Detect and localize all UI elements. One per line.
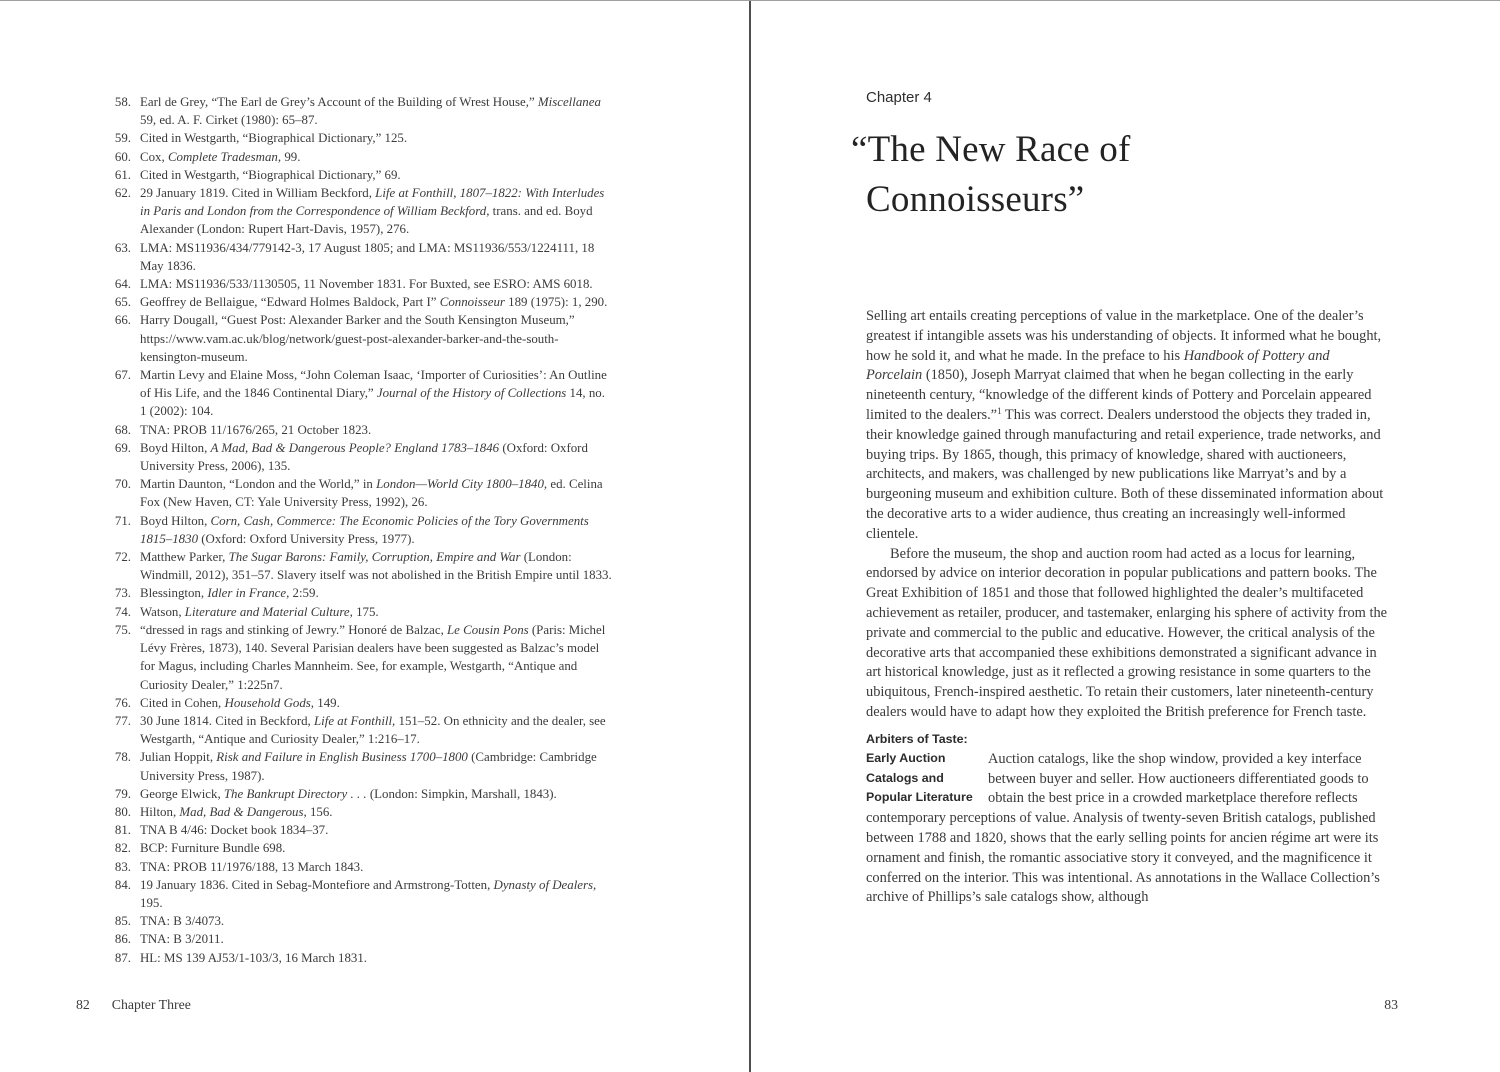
note-number: 75. <box>114 622 131 637</box>
text-run: Cited in Cohen, <box>140 695 225 710</box>
text-run: (London: Simpkin, Marshall, 1843). <box>366 786 557 801</box>
text-run: (Cambridge: Cambridge University Press, 1987). <box>140 750 597 783</box>
text-run: Julian Hoppit, <box>140 750 217 765</box>
note-number: 66. <box>114 313 131 328</box>
note-text <box>140 148 614 166</box>
text-run: Watson, <box>140 604 185 619</box>
section-heading <box>866 730 988 808</box>
note-text <box>140 439 614 475</box>
note-item <box>104 912 614 930</box>
text-run: Martin Daunton, “London and the World,” in <box>140 477 377 492</box>
text-run: 14, no. 1 (2002): 104. <box>140 386 605 419</box>
note-number: 79. <box>114 786 131 801</box>
text-run: TNA: B 3/4073. <box>140 914 225 929</box>
text-run: Before the museum, the shop and auction room had acted as a locus for learning, endorsed by advice on interior decoration in popular publications and pattern books. The Great Exhibition of 1851 and those that followed highlighted the dealer’s multifaceted achievement as retailer, producer, and tastemaker, enlarging his sphere of activity from the private and commercial to the public and educative. However, the critical analysis of the decorative arts that accompanied these exhibitions demonstrated a significant advance in art historical knowledge, just as it reflected a growing resistance in some quarters to the ubiquitous, French-inspired aesthetic. To retain their customers, later nineteenth-century dealers would have to adapt how they exploited the British preference for French taste. <box>866 545 1388 720</box>
note-item <box>104 366 614 421</box>
note-text <box>140 293 614 311</box>
note-text <box>140 275 614 293</box>
text-run: trans. and ed. Boyd Alexander (London: Rupert Hart-Davis, 1957), 276. <box>140 204 593 237</box>
note-text <box>140 184 614 239</box>
left-page <box>0 1 749 1072</box>
text-run: LMA: MS11936/434/779142-3, 17 August 1805; and LMA: MS11936/553/1224111, 18 May 1836. <box>140 240 595 273</box>
text-run: (London: Windmill, 2012), 351–57. Slavery itself was not abolished in the British Empire until 1833. <box>140 550 612 583</box>
running-head: Chapter Three <box>111 997 191 1012</box>
text-run: Cited in Westgarth, “Biographical Dictionary,” 125. <box>140 131 408 146</box>
note-text <box>140 93 614 129</box>
endnotes-list <box>104 93 614 967</box>
chapter-title <box>851 125 1131 225</box>
body-paragraph <box>866 545 1388 723</box>
note-text <box>140 785 614 803</box>
section-heading-line-2: Early Auction <box>866 751 946 766</box>
note-number: 65. <box>114 295 131 310</box>
text-run: Cox, <box>140 149 168 164</box>
note-number: 81. <box>114 823 131 838</box>
text-run: 59, ed. A. F. Cirket (1980): 65–87. <box>140 113 318 128</box>
note-item <box>104 748 614 784</box>
note-item <box>104 184 614 239</box>
note-text <box>140 166 614 184</box>
note-number: 58. <box>114 95 131 109</box>
note-text <box>140 821 614 839</box>
note-text <box>140 311 614 366</box>
note-number: 63. <box>114 240 131 255</box>
note-number: 74. <box>114 604 131 619</box>
note-number: 61. <box>114 167 131 182</box>
text-run: “dressed in rags and stinking of Jewry.” Honoré de Balzac, <box>140 622 448 637</box>
note-number: 82. <box>114 841 131 856</box>
note-item <box>104 821 614 839</box>
note-text <box>140 803 614 821</box>
note-number: 77. <box>114 713 131 728</box>
italic-text: Handbook of Pottery and Porcelain <box>866 347 1330 384</box>
catalog-section <box>866 731 1388 908</box>
note-number: 64. <box>114 277 131 292</box>
note-number: 83. <box>114 859 131 874</box>
italic-text: Mad, Bad & Dangerous, <box>179 804 307 819</box>
note-item <box>104 930 614 948</box>
note-item <box>104 275 614 293</box>
note-text <box>140 694 614 712</box>
text-run: 149. <box>314 695 340 710</box>
note-text <box>140 548 614 584</box>
note-text <box>140 475 614 511</box>
note-number: 73. <box>114 586 131 601</box>
note-text <box>140 930 614 948</box>
chapter-title-line-2: Connoisseurs” <box>866 179 1085 220</box>
text-run: (1850), Joseph Marryat claimed that when he began collecting in the early nineteenth century, “knowledge of the different kinds of Pottery and Porcelain appeared limited to the dealers.” <box>866 367 1372 423</box>
section-heading-line-3: Catalogs and <box>866 770 944 785</box>
italic-text: Literature and Material Culture, <box>184 604 353 619</box>
text-run: 30 June 1814. Cited in Beckford, <box>140 713 314 728</box>
note-text <box>140 912 614 930</box>
text-run: Auction catalogs, like the shop window, provided a key interface between buyer and seller. How auctioneers differentiated goods to obtain the best price in a crowded marketplace therefore reflects contemporary perceptions of value. Analysis of twenty-seven British catalogs, published between 1788 and 1820, shows that the early selling points for ancien régime art were its ornament and finish, the romantic associative story it conveyed, and the magnificence it conferred on the interior. This was intentional. As annotations in the Wallace Collection’s archive of Phillips’s sale catalogs show, although <box>866 750 1380 906</box>
text-run: TNA: PROB 11/1676/265, 21 October 1823. <box>140 422 372 437</box>
note-number: 71. <box>114 513 131 528</box>
note-text <box>140 584 614 602</box>
body-paragraph <box>866 307 1388 545</box>
note-item <box>104 876 614 912</box>
text-run: LMA: MS11936/533/1130505, 11 November 1831. For Buxted, see ESRO: AMS 6018. <box>140 277 593 292</box>
text-run: Selling art entails creating perceptions of value in the marketplace. One of the dealer’s greatest if intangible assets was his understanding of objects. It informed what he bought, how he sold it, and what he made. In the preface to his <box>866 308 1382 364</box>
section-heading-line-4: Popular Literature <box>866 790 973 805</box>
italic-text: Life at Fonthill, <box>314 713 396 728</box>
text-run: TNA B 4/46: Docket book 1834–37. <box>140 823 329 838</box>
text-run: 19 January 1836. Cited in Sebag-Montefiore and Armstrong-Totten, <box>140 877 494 892</box>
italic-text: Life at Fonthill, 1807–1822: With Interludes in Paris and London from the Correspondence of William Beckford, <box>140 186 605 219</box>
note-number: 59. <box>114 131 131 146</box>
italic-text: Household Gods, <box>224 695 315 710</box>
right-page <box>751 1 1500 1072</box>
note-text <box>140 129 614 147</box>
note-number: 67. <box>114 368 131 383</box>
text-run: (Oxford: Oxford University Press, 2006), 135. <box>140 440 588 474</box>
note-item <box>104 603 614 621</box>
note-number: 87. <box>114 950 131 965</box>
note-item <box>104 129 614 147</box>
note-item <box>104 839 614 857</box>
note-text <box>140 839 614 857</box>
note-number: 69. <box>114 440 131 455</box>
text-run: Martin Levy and Elaine Moss, “John Coleman Isaac, ‘Importer of Curiosities’: An Outline of His Life, and the 1846 Continental Diary,” <box>140 368 607 401</box>
text-run: 175. <box>352 604 379 619</box>
text-run: HL: MS 139 AJ53/1-103/3, 16 March 1831. <box>140 950 368 965</box>
note-item <box>104 785 614 803</box>
text-run: TNA: PROB 11/1976/188, 13 March 1843. <box>140 859 364 874</box>
italic-text: Idler in France, <box>207 586 290 601</box>
text-run: 151–52. On ethnicity and the dealer, see Westgarth, “Antique and Curiosity Dealer,” 1:216–17. <box>140 713 606 747</box>
left-folio: 82 <box>76 997 90 1012</box>
note-item <box>104 239 614 275</box>
note-text <box>140 603 614 621</box>
note-number: 76. <box>114 695 131 710</box>
note-item <box>104 93 614 129</box>
right-folio: 83 <box>1384 997 1398 1012</box>
text-run: Cited in Westgarth, “Biographical Dictionary,” 69. <box>140 167 401 182</box>
italic-text: Complete Tradesman, <box>167 149 282 164</box>
text-run: This was correct. Dealers understood the objects they traded in, their knowledge gained through manufacturing and retail experience, trade networks, and buying trips. By 1865, though, this primacy of knowledge, shared with auctioneers, architects, and makers, was challenged by new publications like Marryat’s and by a burgeoning museum and exhibition culture. Both of these disseminated information about the decorative arts to a wider audience, thus creating an increasingly well-informed clientele. <box>866 406 1384 542</box>
note-text <box>140 621 614 694</box>
text-run: 2:59. <box>289 586 319 601</box>
text-run: Earl de Grey, “The Earl de Grey’s Account of the Building of Wrest House,” <box>140 95 538 109</box>
chapter-label: Chapter 4 <box>866 89 932 106</box>
note-text <box>140 239 614 275</box>
note-number: 78. <box>114 750 131 765</box>
note-number: 70. <box>114 477 131 492</box>
note-text <box>140 949 614 967</box>
section-heading-line-1: Arbiters of Taste: <box>866 731 968 746</box>
text-run: Geoffrey de Bellaigue, “Edward Holmes Baldock, Part I” <box>140 295 440 310</box>
note-item <box>104 148 614 166</box>
text-run: BCP: Furniture Bundle 698. <box>140 841 286 856</box>
text-run: Matthew Parker, <box>140 550 229 565</box>
note-item <box>104 421 614 439</box>
note-number: 62. <box>114 186 131 201</box>
text-run: (Oxford: Oxford University Press, 1977). <box>198 531 415 546</box>
note-item <box>104 803 614 821</box>
note-item <box>104 166 614 184</box>
text-run: Boyd Hilton, <box>140 440 211 455</box>
note-item <box>104 694 614 712</box>
note-number: 85. <box>114 914 131 929</box>
note-text <box>140 858 614 876</box>
text-run: 99. <box>281 149 301 164</box>
text-run: 195. <box>140 895 163 910</box>
italic-text: A Mad, Bad & Dangerous People? England 1783–1846 <box>210 440 500 455</box>
note-item <box>104 311 614 366</box>
text-run: (Paris: Michel Lévy Frères, 1873), 140. Several Parisian dealers have been suggested as Balzac’s model for Magus, including Charles Mannheim. See, for example, Westgarth, “Antique and Curiosity Dealer,” 1:225n7. <box>140 622 606 692</box>
note-item <box>104 712 614 748</box>
text-run: ed. Celina Fox (New Haven, CT: Yale University Press, 1992), 26. <box>140 477 603 510</box>
note-item <box>104 439 614 475</box>
italic-text: Journal of the History of Collections <box>376 386 567 401</box>
note-text <box>140 421 614 439</box>
italic-text: The Bankrupt Directory . . . <box>223 786 367 801</box>
text-run: 189 (1975): 1, 290. <box>504 295 608 310</box>
note-item <box>104 621 614 694</box>
note-number: 80. <box>114 804 131 819</box>
left-footer <box>76 997 191 1013</box>
italic-text: Connoisseur <box>439 295 505 310</box>
note-item <box>104 475 614 511</box>
text-run: George Elwick, <box>140 786 224 801</box>
chapter-body <box>866 307 1388 908</box>
text-run: Hilton, <box>140 804 180 819</box>
note-item <box>104 584 614 602</box>
note-text <box>140 712 614 748</box>
text-run: Blessington, <box>140 586 208 601</box>
note-number: 84. <box>114 877 131 892</box>
text-run: TNA: B 3/2011. <box>140 932 224 947</box>
text-run: Harry Dougall, “Guest Post: Alexander Barker and the South Kensington Museum,” https://www.vam.ac.uk/blog/network/guest-post-alexander-barker-and-the-south-kensington-museum. <box>140 313 575 364</box>
note-item <box>104 293 614 311</box>
note-number: 72. <box>114 550 131 565</box>
chapter-title-line-1: “The New Race of <box>851 129 1131 170</box>
italic-text: The Sugar Barons: Family, Corruption, Empire and War <box>228 550 521 565</box>
footnote-marker: 1 <box>997 405 1002 416</box>
text-run: 29 January 1819. Cited in William Beckford, <box>140 186 376 201</box>
note-item <box>104 548 614 584</box>
note-item <box>104 512 614 548</box>
note-text <box>140 366 614 421</box>
note-text <box>140 876 614 912</box>
note-item <box>104 858 614 876</box>
italic-text: Le Cousin Pons <box>447 622 529 637</box>
italic-text: London—World City 1800–1840, <box>376 477 548 492</box>
italic-text: Dynasty of Dealers, <box>493 877 597 892</box>
note-text <box>140 748 614 784</box>
note-number: 60. <box>114 149 131 164</box>
italic-text: Risk and Failure in English Business 1700–1800 <box>216 750 468 765</box>
note-text <box>140 512 614 548</box>
note-item <box>104 949 614 967</box>
text-run: 156. <box>306 804 333 819</box>
italic-text: Miscellanea <box>537 95 601 109</box>
note-number: 86. <box>114 932 131 947</box>
note-number: 68. <box>114 422 131 437</box>
italic-text: Corn, Cash, Commerce: The Economic Policies of the Tory Governments 1815–1830 <box>140 513 589 546</box>
text-run: Boyd Hilton, <box>140 513 211 528</box>
